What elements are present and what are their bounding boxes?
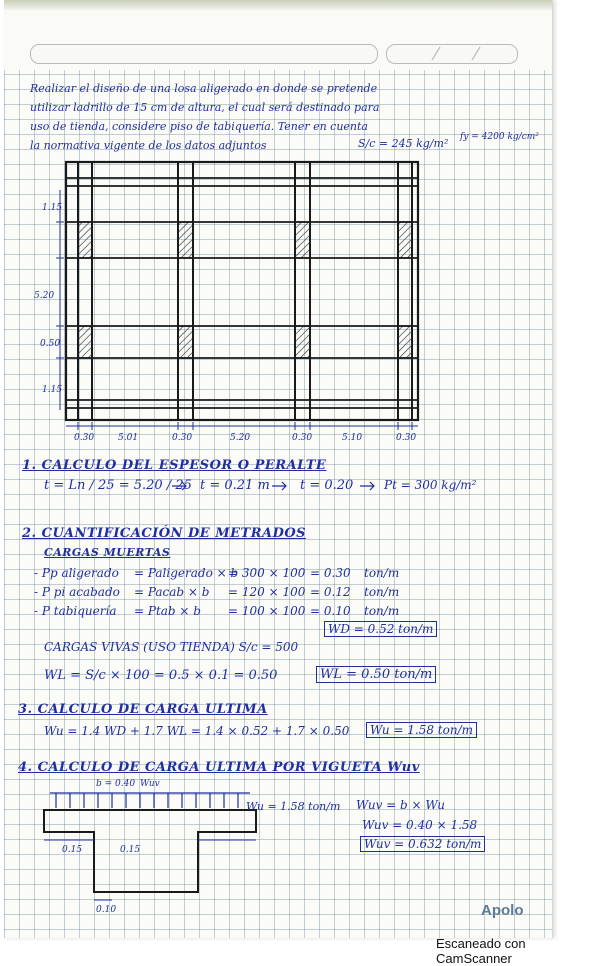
notebook-brand-logo: Apolo [481, 902, 524, 919]
dead-load-row-2-unit: ton/m [364, 585, 400, 599]
diagram-load-label: Wuv [140, 779, 160, 789]
section-1-eq-t-round: t = 0.20 [300, 478, 354, 493]
section-4-result-box: Wuv = 0.632 ton/m [360, 836, 485, 852]
diagram-wu-text: Wu = 1.58 ton/m [246, 800, 341, 813]
section-4-formula-1: Wuv = b × Wu [356, 798, 445, 812]
statement-line-4: la normativa vigente de los datos adjuntos [30, 139, 267, 152]
section-1-heading: 1. CALCULO DEL ESPESOR O PERALTE [22, 458, 327, 473]
dead-load-row-2-formula: = Pacab × b [134, 585, 210, 599]
dead-load-row-1-label: - Pp aligerado [34, 566, 119, 580]
col-label-1: 0.30 [74, 433, 95, 443]
dead-load-row-3-calc: = 100 × 100 [228, 604, 306, 618]
section-4-heading: 4. CALCULO DE CARGA ULTIMA POR VIGUETA Wuv [18, 760, 420, 775]
dead-load-row-1-formula: = Paligerado × b [134, 566, 239, 580]
section-1-eq-weight: Pt = 300 kg/m² [384, 478, 477, 492]
section-3-heading: 3. CALCULO DE CARGA ULTIMA [18, 702, 268, 717]
section-1-eq-t-value: t = 0.21 m [200, 478, 270, 493]
row-label-2: 5.20 [34, 291, 55, 301]
statement-sc: S/c = 245 kg/m² [358, 137, 449, 150]
dead-loads-heading: CARGAS MUERTAS [44, 546, 171, 559]
col-label-7: 0.30 [396, 433, 417, 443]
live-loads-heading: CARGAS VIVAS (USO TIENDA) S/c = 500 [44, 640, 299, 654]
section-3-equation: Wu = 1.4 WD + 1.7 WL = 1.4 × 0.52 + 1.7 × 0.50 [44, 724, 350, 738]
statement-line-3: uso de tienda, considere piso de tabiquería. Tener en cuenta [30, 120, 368, 133]
dead-load-row-3-result: = 0.10 [310, 604, 351, 618]
dead-load-row-3-formula: = Ptab × b [134, 604, 201, 618]
dead-load-row-1-unit: ton/m [364, 566, 400, 580]
live-load-equation: WL = S/c × 100 = 0.5 × 0.1 = 0.50 [44, 668, 278, 683]
col-label-2: 5.01 [118, 433, 139, 443]
live-load-total-box: WL = 0.50 ton/m [316, 666, 436, 683]
row-label-4: 1.15 [42, 385, 63, 395]
diagram-dim-bottom: 0.10 [96, 905, 117, 915]
diagram-dim-left: 0.15 [62, 845, 83, 855]
statement-line-2: utilizar ladrillo de 15 cm de altura, el cual será destinado para [30, 101, 380, 114]
col-label-4: 5.20 [230, 433, 251, 443]
section-1-eq-t: t = Ln / 25 = 5.20 / 25 [44, 478, 192, 493]
dead-load-row-2-result: = 0.12 [310, 585, 351, 599]
statement-line-1: Realizar el diseño de una losa aligerado en donde se pretende [30, 82, 378, 95]
section-3-result-box: Wu = 1.58 ton/m [366, 722, 477, 738]
section-4-formula-2: Wuv = 0.40 × 1.58 [362, 818, 478, 832]
col-label-3: 0.30 [172, 433, 193, 443]
dead-load-row-1-calc: = 300 × 100 [228, 566, 306, 580]
col-label-5: 0.30 [292, 433, 313, 443]
diagram-dim-right: 0.15 [120, 845, 141, 855]
row-label-3: 0.50 [40, 339, 61, 349]
col-label-6: 5.10 [342, 433, 363, 443]
dead-load-row-2-calc: = 120 × 100 [228, 585, 306, 599]
dead-load-row-2-label: - P pi acabado [34, 585, 120, 599]
dead-load-total-box: WD = 0.52 ton/m [324, 621, 437, 637]
dead-load-row-1-result: = 0.30 [310, 566, 351, 580]
scanner-watermark: Escaneado con CamScanner [436, 936, 526, 966]
dead-load-row-3-unit: ton/m [364, 604, 400, 618]
load-arrows [50, 793, 250, 808]
section-2-heading: 2. CUANTIFICACIÓN DE METRADOS [22, 526, 307, 541]
row-label-1: 1.15 [42, 203, 63, 213]
dead-load-row-3-label: - P tabiquería [34, 604, 117, 618]
statement-fy: fy = 4200 kg/cm² [460, 132, 539, 142]
diagram-b-label: b = 0.40 [96, 779, 136, 789]
